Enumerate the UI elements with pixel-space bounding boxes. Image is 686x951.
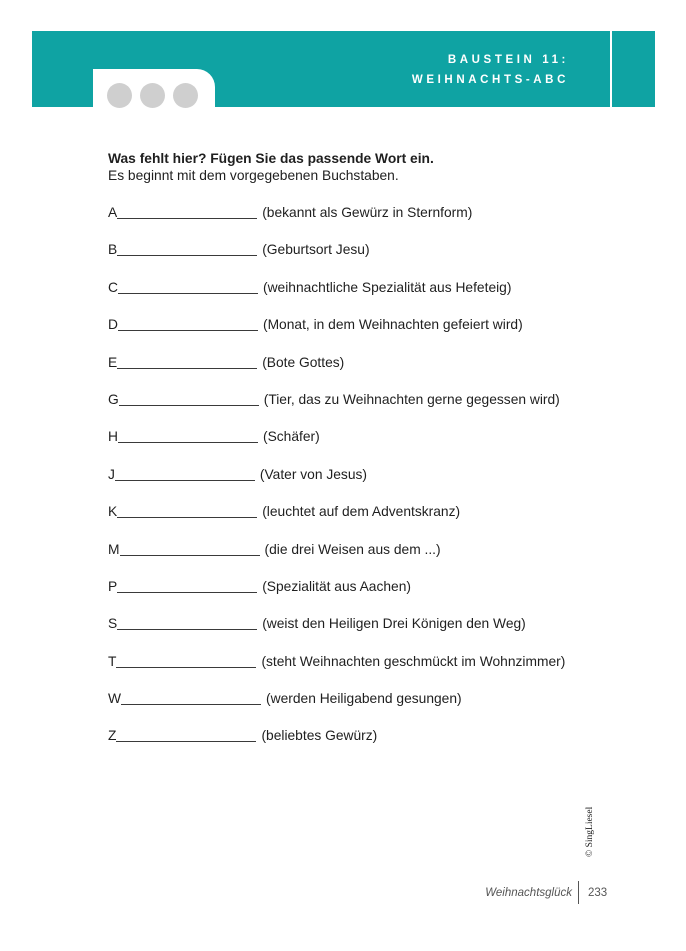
answer-blank[interactable]	[117, 354, 257, 369]
answer-blank[interactable]	[121, 690, 261, 705]
exercise-hint: (Spezialität aus Aachen)	[262, 578, 411, 594]
answer-blank[interactable]	[118, 428, 258, 443]
answer-blank[interactable]	[119, 391, 259, 406]
exercise-row	[108, 316, 628, 353]
exercise-hint: (weist den Heiligen Drei Königen den Weg)	[262, 616, 526, 632]
dot-icon	[107, 83, 132, 108]
exercise-hint: (Monat, in dem Weihnachten gefeiert wird)	[262, 317, 523, 333]
answer-blank[interactable]	[117, 615, 257, 630]
footer-book-title: Weihnachtsglück	[485, 887, 572, 899]
page-number: 233	[588, 887, 608, 899]
exercise-row	[108, 690, 628, 727]
exercise-letter: Z	[108, 728, 117, 744]
answer-blank[interactable]	[118, 279, 258, 294]
exercise-row	[108, 279, 628, 316]
exercise-row	[108, 241, 628, 278]
exercise-row	[108, 503, 628, 540]
footer-divider	[578, 881, 579, 904]
exercise-list	[108, 204, 628, 765]
exercise-row	[108, 727, 628, 764]
exercise-letter: A	[108, 205, 118, 220]
exercise-row	[108, 466, 628, 503]
instruction-subtitle: Es beginnt mit dem vorgegebenen Buchstaben.	[108, 168, 399, 183]
answer-blank[interactable]	[117, 241, 257, 256]
exercise-letter: J	[108, 466, 115, 482]
exercise-hint: (werden Heiligabend gesungen)	[266, 691, 462, 707]
exercise-letter: B	[108, 242, 118, 258]
exercise-row	[108, 354, 628, 391]
answer-blank[interactable]	[117, 578, 257, 593]
exercise-hint: (steht Weihnachten geschmückt im Wohnzimmer)	[261, 653, 566, 669]
exercise-letter: W	[108, 691, 122, 707]
section-title: WEIHNACHTS-ABC	[411, 74, 569, 86]
copyright-notice: © SingLiesel	[585, 806, 595, 857]
answer-blank[interactable]	[116, 653, 256, 668]
answer-blank[interactable]	[115, 466, 255, 481]
exercise-hint: (leuchtet auf dem Adventskranz)	[262, 504, 461, 520]
exercise-letter: D	[108, 317, 118, 333]
answer-blank[interactable]	[116, 727, 256, 742]
exercise-row	[108, 391, 628, 428]
exercise-letter: S	[108, 616, 118, 632]
exercise-row	[108, 578, 628, 615]
exercise-letter: T	[108, 653, 117, 669]
instruction-title: Was fehlt hier? Fügen Sie das passende Wort ein.	[108, 151, 434, 166]
exercise-hint: (bekannt als Gewürz in Sternform)	[262, 205, 473, 220]
dot-icon	[173, 83, 198, 108]
section-number: BAUSTEIN 11:	[447, 54, 569, 66]
exercise-hint: (Geburtsort Jesu)	[262, 242, 370, 258]
exercise-row	[108, 204, 628, 241]
exercise-hint: (weihnachtliche Spezialität aus Hefeteig)	[262, 279, 512, 295]
exercise-hint: (Bote Gottes)	[262, 354, 345, 370]
exercise-letter: C	[108, 279, 118, 295]
worksheet	[108, 150, 628, 765]
exercise-hint: (beliebtes Gewürz)	[261, 728, 378, 744]
dot-icon	[140, 83, 165, 108]
exercise-row	[108, 653, 628, 690]
exercise-letter: E	[108, 354, 118, 370]
exercise-letter: M	[108, 541, 120, 557]
exercise-hint: (Tier, das zu Weihnachten gerne gegessen wird)	[263, 391, 560, 407]
answer-blank[interactable]	[117, 503, 257, 518]
answer-blank[interactable]	[120, 541, 260, 556]
exercise-row	[108, 615, 628, 652]
exercise-hint: (die drei Weisen aus dem ...)	[264, 541, 441, 557]
banner-divider	[610, 31, 612, 107]
exercise-letter: K	[108, 504, 118, 520]
answer-blank[interactable]	[118, 316, 258, 331]
exercise-letter: H	[108, 429, 118, 445]
answer-blank[interactable]	[117, 204, 257, 219]
exercise-hint: (Vater von Jesus)	[259, 466, 368, 482]
exercise-letter: P	[108, 578, 118, 594]
exercise-letter: G	[108, 391, 119, 407]
exercise-row	[108, 428, 628, 465]
exercise-hint: (Schäfer)	[262, 429, 320, 445]
exercise-row	[108, 541, 628, 578]
